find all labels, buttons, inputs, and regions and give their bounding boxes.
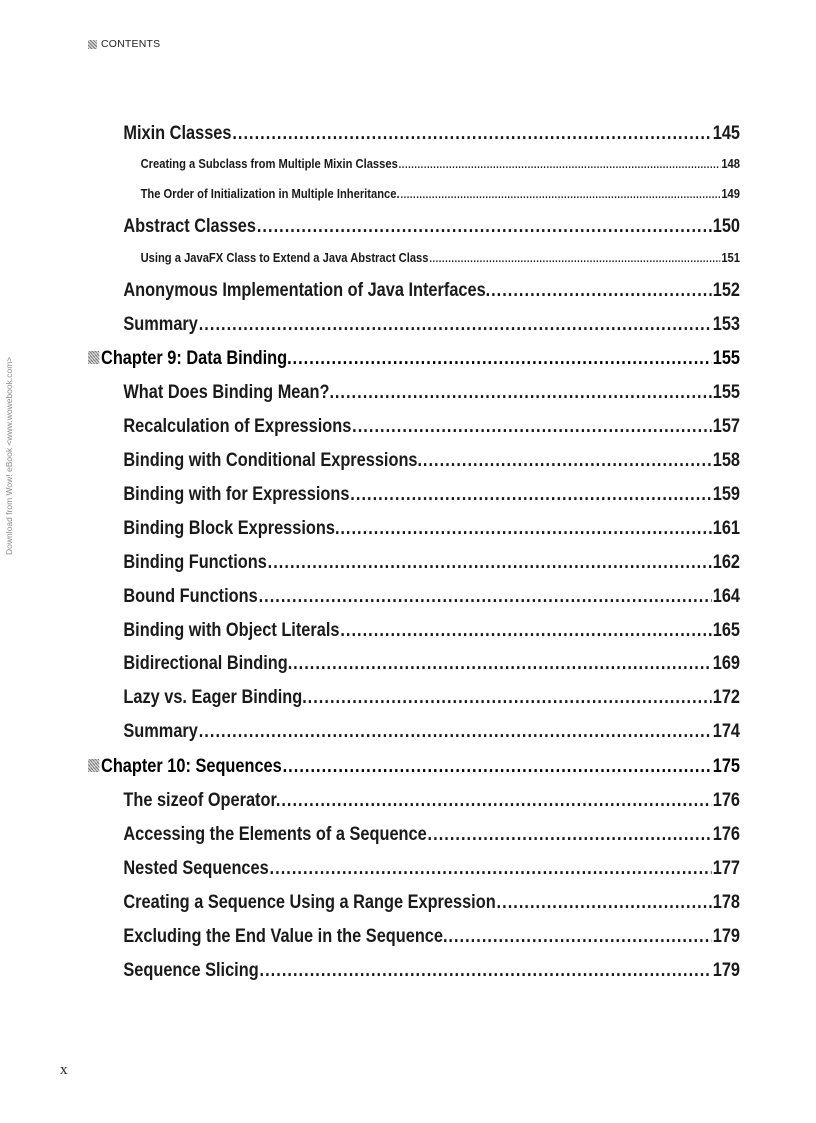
toc-entry-page: 153 (712, 314, 740, 335)
toc-entry-page: 176 (712, 824, 740, 845)
leader-dots (283, 756, 712, 778)
header-label: CONTENTS (101, 38, 161, 50)
toc-section-entry[interactable] (123, 552, 740, 574)
toc-entry-title: Recalculation of Expressions (123, 416, 352, 437)
toc-entry-title: Summary (123, 314, 198, 335)
toc-entry-title: Binding with Conditional Expressions. (123, 450, 423, 471)
toc-entry-title: Summary (123, 721, 198, 742)
leader-dots (281, 790, 712, 812)
toc-entry-title: Excluding the End Value in the Sequence. (123, 926, 448, 947)
section-marker-icon (88, 40, 97, 49)
toc-entry-page: 165 (712, 620, 740, 641)
toc-section-entry[interactable] (123, 721, 740, 743)
toc-entry-title: Mixin Classes (123, 123, 232, 144)
toc-entry-title: Accessing the Elements of a Sequence (123, 824, 427, 845)
toc-section-entry[interactable] (123, 382, 740, 404)
toc-entry-page: 152 (712, 280, 740, 301)
toc-chapter-entry[interactable] (88, 348, 740, 370)
toc-section-entry[interactable] (123, 620, 740, 642)
toc-section-entry[interactable] (123, 687, 740, 709)
toc-entry-page: 175 (712, 756, 740, 777)
toc-entry-title: The Order of Initialization in Multiple Inheritance. (140, 186, 400, 201)
toc-entry-page: 178 (712, 892, 740, 913)
running-header (88, 38, 160, 50)
toc-entry-page: 150 (712, 216, 740, 237)
leader-dots (293, 653, 712, 675)
toc-entry-title: Binding Functions (123, 552, 267, 573)
toc-entry-title: Lazy vs. Eager Binding. (123, 687, 307, 708)
toc-section-entry[interactable] (123, 653, 740, 675)
leader-dots (199, 721, 712, 743)
toc-subsection-entry[interactable] (141, 156, 740, 171)
leader-dots (268, 552, 712, 574)
toc-entry-page: 162 (712, 552, 740, 573)
toc-entry-title: Binding with Object Literals (123, 620, 340, 641)
leader-dots (340, 620, 712, 642)
leader-dots (260, 960, 712, 982)
toc-entry-page: 169 (712, 653, 740, 674)
toc-section-entry[interactable] (123, 484, 740, 506)
toc-section-entry[interactable] (123, 926, 740, 948)
toc-section-entry[interactable] (123, 280, 740, 302)
toc-entry-page: 159 (712, 484, 740, 505)
toc-section-entry[interactable] (123, 123, 740, 145)
toc-entry-title: Bidirectional Binding. (123, 653, 293, 674)
toc-entry-page: 172 (712, 687, 740, 708)
toc-entry-page: 177 (712, 858, 740, 879)
toc-entry-page: 174 (712, 721, 740, 742)
toc-section-entry[interactable] (123, 586, 740, 608)
toc-entry-title: Creating a Subclass from Multiple Mixin Classes (140, 156, 398, 171)
leader-dots (199, 314, 712, 336)
toc-entry-page: 149 (721, 186, 740, 201)
leader-dots (399, 159, 721, 171)
chapter-marker-icon (88, 759, 99, 772)
leader-dots (352, 416, 712, 438)
toc-entry-title: Abstract Classes (123, 216, 256, 237)
toc-entry-title: Anonymous Implementation of Java Interfaces. (123, 280, 491, 301)
toc-entry-title: What Does Binding Mean?. (123, 382, 334, 403)
leader-dots (335, 382, 712, 404)
toc-entry-page: 179 (712, 926, 740, 947)
toc-section-entry[interactable] (123, 892, 740, 914)
toc-section-entry[interactable] (123, 314, 740, 336)
toc-entry-page: 179 (712, 960, 740, 981)
toc-entry-title: Nested Sequences (123, 858, 269, 879)
toc-entry-title: Using a JavaFX Class to Extend a Java Abstract Class (140, 250, 429, 265)
leader-dots (308, 687, 712, 709)
toc-section-entry[interactable] (123, 416, 740, 438)
leader-dots (259, 586, 712, 608)
chapter-marker-icon (88, 351, 99, 364)
leader-dots (257, 216, 712, 238)
leader-dots (423, 450, 712, 472)
leader-dots (428, 824, 712, 846)
toc-entry-title: Chapter 10: Sequences (101, 756, 282, 777)
toc-entry-title: The sizeof Operator. (123, 790, 281, 811)
toc-section-entry[interactable] (123, 858, 740, 880)
leader-dots (270, 858, 712, 880)
toc-entry-page: 151 (721, 250, 740, 265)
toc-entry-page: 157 (712, 416, 740, 437)
toc-entry-title: Creating a Sequence Using a Range Expression (123, 892, 496, 913)
toc-section-entry[interactable] (123, 450, 740, 472)
leader-dots (340, 518, 712, 540)
leader-dots (350, 484, 712, 506)
leader-dots (400, 189, 720, 201)
toc-subsection-entry[interactable] (141, 186, 740, 201)
leader-dots (448, 926, 711, 948)
toc-chapter-entry[interactable] (88, 756, 740, 778)
toc-entry-page: 176 (712, 790, 740, 811)
toc-entry-title: Sequence Slicing (123, 960, 259, 981)
toc-section-entry[interactable] (123, 824, 740, 846)
toc-entry-page: 158 (712, 450, 740, 471)
toc-section-entry[interactable] (123, 790, 740, 812)
toc-entry-page: 145 (712, 123, 740, 144)
toc-entry-page: 148 (721, 156, 740, 171)
toc-section-entry[interactable] (123, 960, 740, 982)
toc-section-entry[interactable] (123, 518, 740, 540)
page-number: x (60, 1062, 68, 1078)
toc-entry-title: Binding with for Expressions (123, 484, 350, 505)
toc-subsection-entry[interactable] (141, 250, 740, 265)
toc-entry-title: Binding Block Expressions. (123, 518, 340, 539)
toc-section-entry[interactable] (123, 216, 740, 238)
toc-entry-title: Chapter 9: Data Binding. (101, 348, 292, 369)
leader-dots (232, 123, 712, 145)
leader-dots (429, 253, 720, 265)
toc-entry-page: 161 (712, 518, 740, 539)
toc-entry-page: 155 (712, 348, 740, 369)
toc-entry-page: 164 (712, 586, 740, 607)
toc-entry-title: Bound Functions (123, 586, 258, 607)
watermark-text: Download from Wow! eBook <www.wowebook.com> (4, 356, 14, 555)
leader-dots (293, 348, 712, 370)
toc-entry-page: 155 (712, 382, 740, 403)
leader-dots (491, 280, 712, 302)
leader-dots (497, 892, 712, 914)
